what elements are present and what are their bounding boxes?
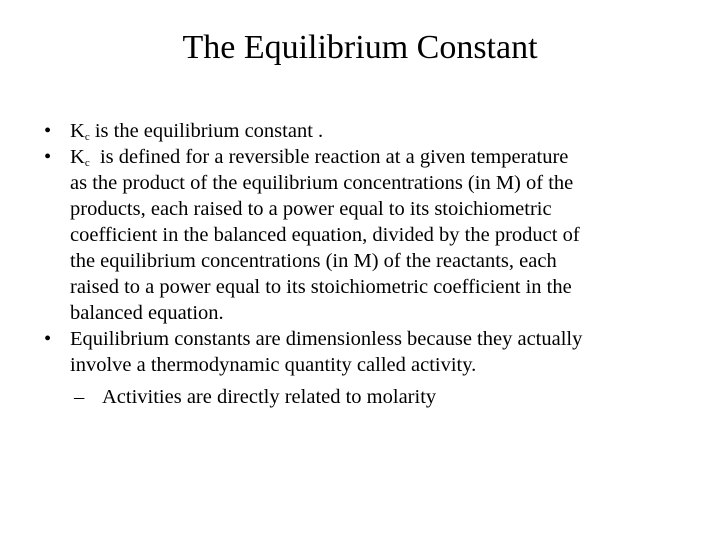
sub-bullet-activities (44, 384, 684, 410)
bullet-dimensionless (44, 326, 684, 378)
bullet-line: coefficient in the balanced equation, divided by the product of (70, 224, 580, 246)
bullet-text: is the equilibrium constant . (94, 120, 324, 142)
kc-subscript: c (84, 131, 90, 143)
bullet-line: products, each raised to a power equal to its stoichiometric (70, 198, 552, 220)
bullet-kc-definition (44, 118, 684, 144)
bullet-line: as the product of the equilibrium concentrations (in M) of the (70, 172, 574, 194)
slide-title: The Equilibrium Constant (182, 29, 538, 66)
slide-body (44, 118, 684, 410)
bullet-line: Equilibrium constants are dimensionless because they actually (70, 328, 583, 350)
bullet-text: is defined for a reversible reaction at a given temperature (99, 146, 569, 168)
bullet-marker: • (44, 328, 52, 350)
kc-symbol: K (70, 146, 85, 168)
bullet-line (70, 118, 684, 144)
bullet-line: raised to a power equal to its stoichiometric coefficient in the (70, 276, 572, 298)
bullet-line: balanced equation. (70, 302, 224, 324)
kc-symbol: K (70, 120, 85, 142)
bullet-line: the equilibrium concentrations (in M) of the reactants, each (70, 250, 557, 272)
bullet-marker: • (44, 120, 52, 142)
bullet-kc-defined (44, 144, 684, 326)
bullet-line: involve a thermodynamic quantity called activity. (70, 354, 477, 376)
kc-subscript: c (84, 157, 90, 169)
sub-bullet-marker: – (74, 386, 85, 408)
bullet-line (70, 144, 684, 170)
sub-bullet-text: Activities are directly related to molarity (102, 386, 437, 408)
bullet-marker: • (44, 146, 52, 168)
